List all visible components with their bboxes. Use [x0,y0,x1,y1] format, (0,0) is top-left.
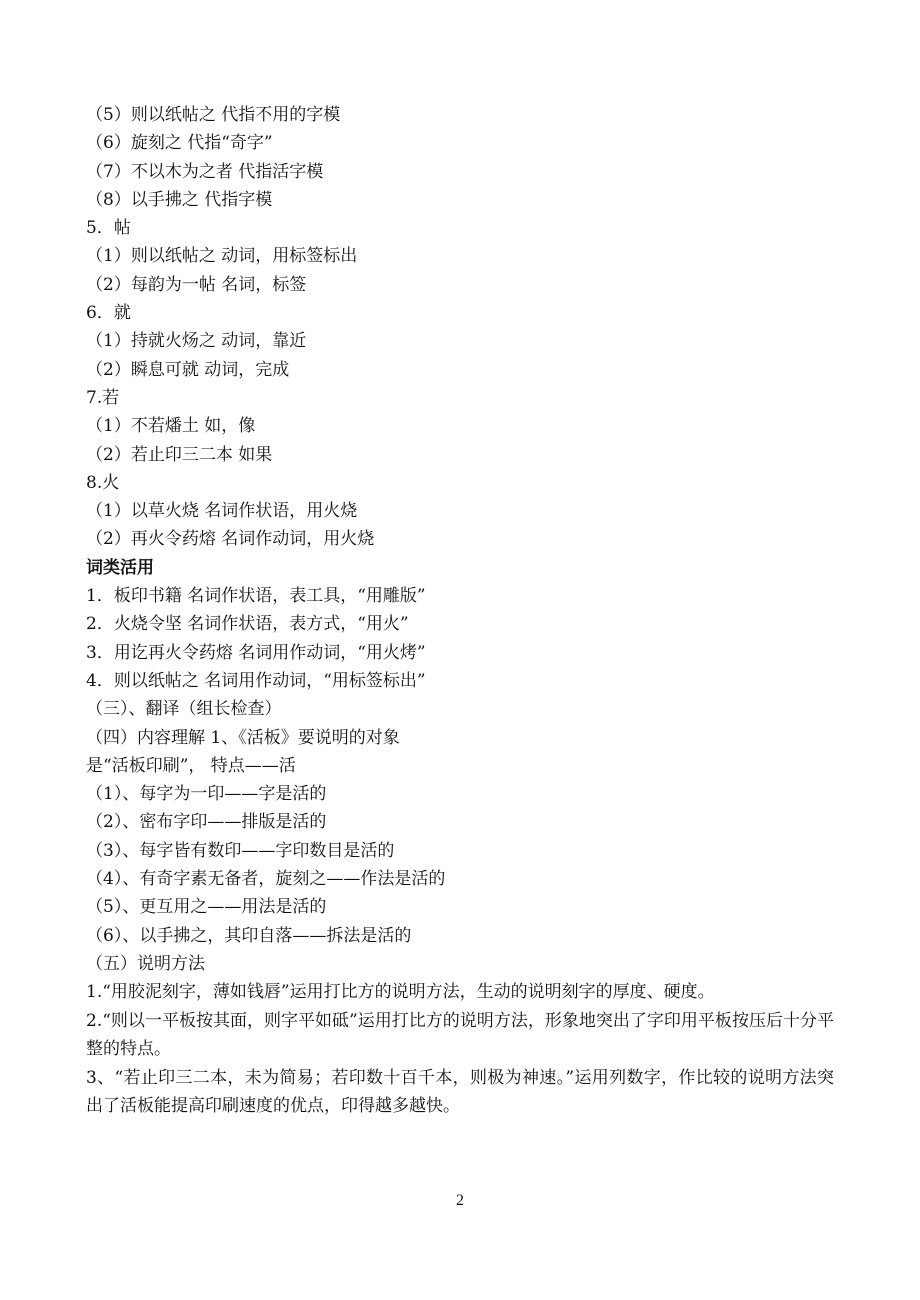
text-line: （1）持就火炀之 动词，靠近 [86,331,307,352]
text-line: （2）若止印三二本 如果 [86,444,273,465]
text-line: （2）瞬息可就 动词，完成 [86,359,290,380]
text-line: （7）不以木为之者 代指活字模 [86,161,324,182]
text-line: 5．帖 [86,218,131,239]
text-line: 1．板印书籍 名词作状语，表工具，“用雕版” [86,586,426,607]
text-line: （6）、以手拂之，其印自落——拆法是活的 [86,925,412,946]
text-line: （1）则以纸帖之 动词，用标签标出 [86,246,358,267]
text-line: 2．火烧令坚 名词作状语，表方式，“用火” [86,614,409,635]
text-line: （6）旋刻之 代指“奇字” [86,133,273,154]
text-line: 8.火 [86,472,120,493]
paragraph: 3、“若止印三二本，未为简易；若印数十百千本，则极为神速。”运用列数字，作比较的说明方法突出了活板能提高印刷速度的优点，印得越多越快。 [86,1067,834,1117]
paragraph: 2.“则以一平板按其面，则字平如砥”运用打比方的说明方法，形象地突出了字印用平板按压后十分平整的特点。 [86,1010,834,1060]
text-line: （四）内容理解 1、《活板》要说明的对象 [86,727,400,748]
text-line: （1）、每字为一印——字是活的 [86,784,327,805]
text-line: （5）、更互用之——用法是活的 [86,897,327,918]
text-line: （5）则以纸帖之 代指不用的字模 [86,105,341,125]
text-line: （2）再火令药熔 名词作动词，用火烧 [86,529,375,550]
paragraph: 1.“用胶泥刻字，薄如钱唇”运用打比方的说明方法，生动的说明刻字的厚度、硬度。 [86,982,715,1003]
text-line: 4．则以纸帖之 名词用作动词，“用标签标出” [86,670,426,691]
text-line: 7.若 [86,387,120,408]
text-line: （8）以手拂之 代指字模 [86,189,273,210]
text-line: （3）、每字皆有数印——字印数目是活的 [86,840,395,861]
text-line: （2）每韵为一帖 名词，标签 [86,274,307,295]
page-number: 2 [456,1192,464,1209]
text-line: （2）、密布字印——排版是活的 [86,812,327,833]
text-line: 是“活板印刷”， 特点——活 [86,755,296,776]
text-line: 6．就 [86,303,131,324]
text-line: 3．用讫再火令药熔 名词用作动词，“用火烤” [86,642,426,663]
text-line: （1）以草火烧 名词作状语，用火烧 [86,501,358,522]
text-line: （五）说明方法 [86,953,205,974]
section-heading: 词类活用 [86,557,154,578]
text-line: （4）、有奇字素无备者，旋刻之——作法是活的 [86,869,446,890]
text-line: （1）不若燔土 如，像 [86,416,256,437]
document-body [86,101,834,1121]
text-line: （三）、翻译（组长检查） [86,699,282,720]
